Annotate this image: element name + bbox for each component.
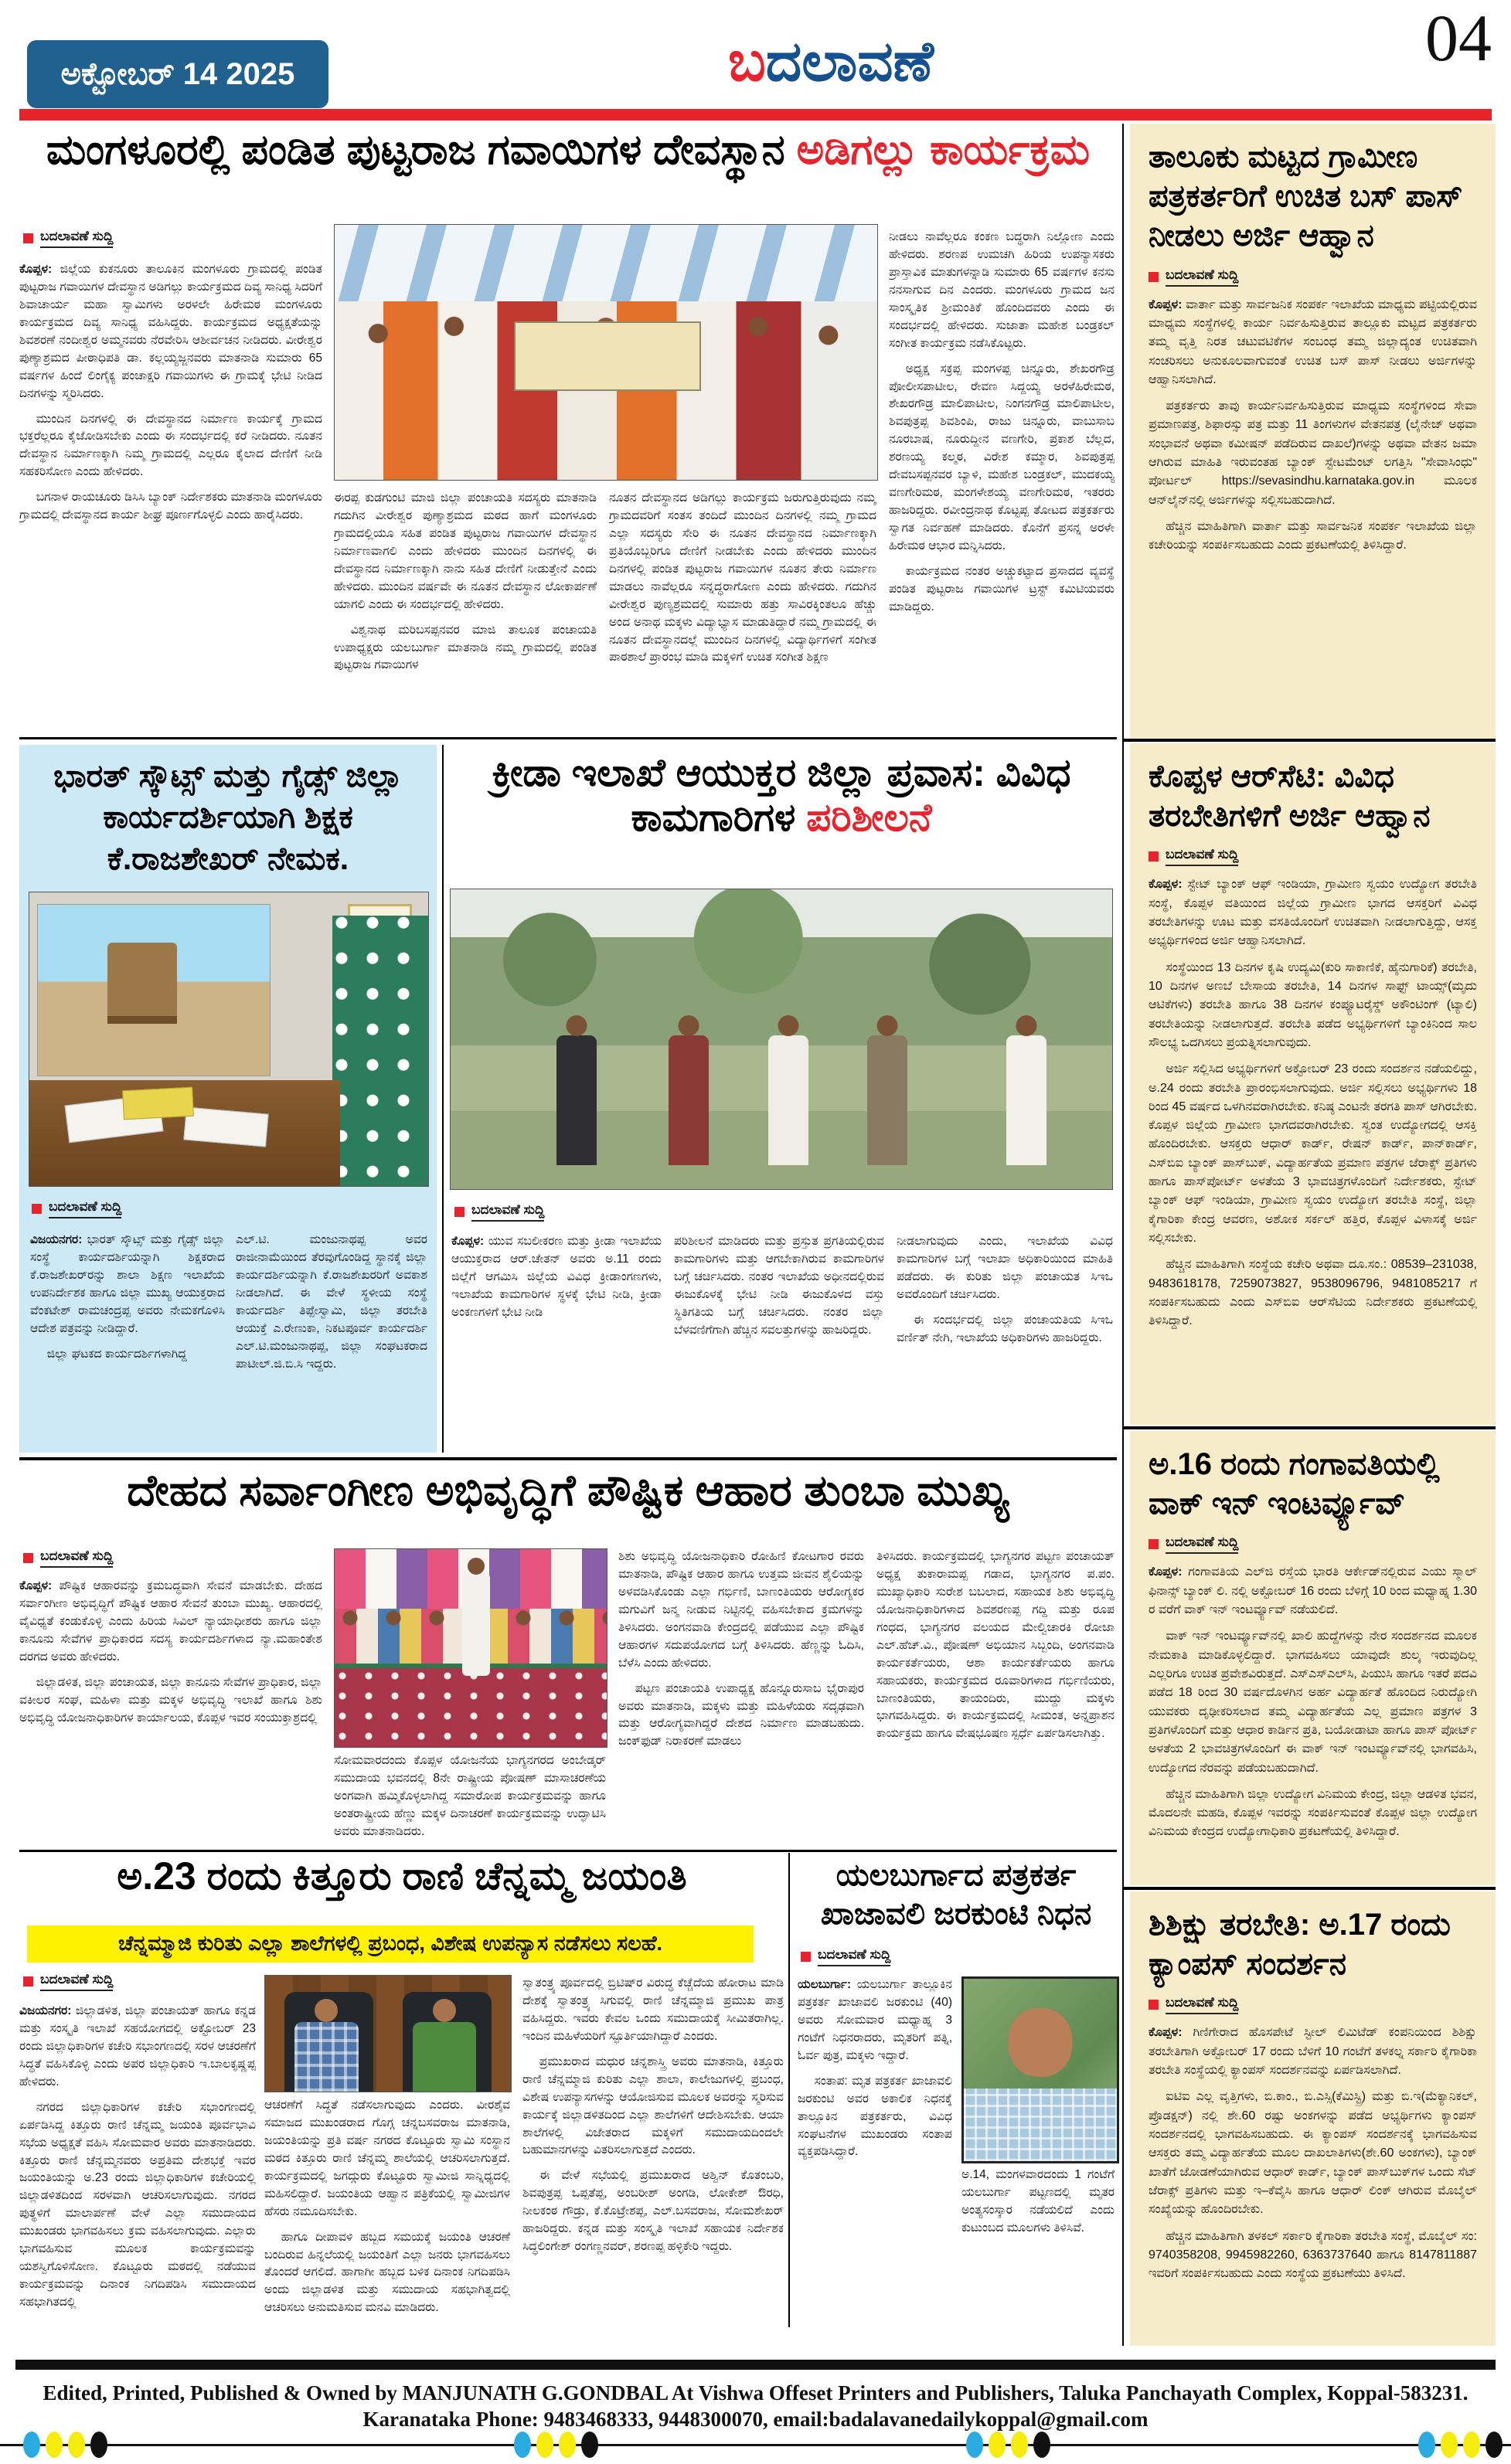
photo-person [1006, 1035, 1046, 1165]
photo-person [768, 1035, 808, 1165]
masthead-rest: ದಲಾವಣೆ [765, 31, 934, 93]
photo-banner-board [514, 321, 702, 391]
header-red-bar [19, 109, 1492, 121]
registration-dot-black [1033, 2432, 1050, 2458]
photo-papers [184, 1106, 269, 1147]
headline-buspass: ತಾಲೂಕು ಮಟ್ಟದ ಗ್ರಾಮೀಣ ಪತ್ರಕರ್ತರಿಗೆ ಉಚಿತ ಬಸ್ ಪಾಸ್ ನೀಡಲು ಅರ್ಜಿ ಆಹ್ವಾನ [1149, 140, 1463, 253]
headline-temple-black: ಮಂಗಳೂರಲ್ಲಿ ಪಂಡಿತ ಪುಟ್ಟರಾಜ ಗವಾಯಿಗಳ ದೇವಸ್ಥಾನ [46, 128, 797, 173]
kittur-subhead-text: ಚೆನ್ನಮ್ಮಾಜಿ ಕುರಿತು ಎಲ್ಲಾ ಶಾಲೆಗಳಲ್ಲಿ ಪ್ರಬಂಧ, ವಿಶೇಷ ಉಪನ್ಯಾಸ ನಡೆಸಲು ಸಲಹೆ. [117, 1932, 663, 1955]
nutrition-col-3: ಶಿಶು ಅಭಿವೃದ್ಧಿ ಯೋಜನಾಧಿಕಾರಿ ರೋಹಿಣಿ ಕೋಟಗಾರ ರವರು ಮಾತನಾಡಿ, ಪೌಷ್ಟಿಕ ಆಹಾರ ಹಾಗೂ ಉತ್ತಮ ಜೀವನ ಶೈಲಿಯನ್ನು ಅಳವಡಿಸಿಕೊಂಡು ಎಲ್ಲಾ ಗರ್ಭಿಣಿ, ಬಾಣಂತಿಯರು ಆರೋಗ್ಯಕರ ಮಗುವಿಗೆ ಜನ್ಮ ನೀಡುವ ನಿಟ್ಟಿನಲ್ಲಿ ವಹಿಸಬೇಕಾದ ಕ್ರಮಗಳನ್ನು ತಿಳಿಸಿದರು. ಅಂಗನವಾಡಿ ಕೇಂದ್ರದಲ್ಲಿ ಪಡೆಯುವ ಎಲ್ಲಾ ಪೌಷ್ಟಿಕ ಆಹಾರಗಳ ಸದುಪಯೋಗದ ಬಗ್ಗೆ ತಿಳಿಸಿದರು. ಹೆಣ್ಣನ್ನು ಓದಿಸಿ, ಬೆಳೆಸಿ ಎಂದು ಹೇಳಿದರು. ಪಟ್ಟಣ ಪಂಚಾಯತಿ ಉಪಾಧ್ಯಕ್ಷ ಹೊನ್ನೂರುಸಾಬ ಭೈರಾಪುರ ಅವರು ಮಾತನಾಡಿ, ಮಕ್ಕಳು ಮತ್ತು ಮಹಿಳೆಯರು ಸದೃಢವಾಗಿ ಮತ್ತು ಆರೋಗ್ಯವಾಗಿದ್ದರೆ ದೇಶದ ನಿರ್ಮಾಣ ಮಾಡಬಹುದು. ಜಂಕ್‌ಫುಡ್ ನಿರಾಕರಣೆ ಮಾಡಲು [618, 1550, 864, 1749]
byline-label: ಬದಲಾವಣೆ ಸುದ್ದಿ [40, 229, 113, 248]
registration-dot-yellow [68, 2432, 85, 2458]
registration-dot-yellow [1441, 2432, 1458, 2458]
panel-buspass [1130, 124, 1496, 739]
photo-sports-site-inspection [450, 889, 1113, 1190]
registration-dot-cyan [514, 2432, 531, 2458]
photo-decorated-table [335, 1664, 607, 1747]
photo-official-blue-shirt [294, 2022, 359, 2092]
byline-red-square-icon [23, 233, 33, 243]
headline-rseti: ಕೊಪ್ಪಳ ಆರ್‌ಸೆಟಿ: ವಿವಿಧ ತರಬೇತಿಗಳಿಗೆ ಅರ್ಜಿ ಆಹ್ವಾನ [1149, 760, 1431, 834]
section-divider [19, 1457, 1117, 1460]
photo-hampi-poster [37, 904, 270, 1076]
byline-label: ಬದಲಾವಣೆ ಸುದ್ದಿ [1166, 267, 1238, 287]
byline-red-square-icon [1149, 2000, 1159, 2010]
byline [1149, 267, 1477, 287]
byline-red-square-icon [23, 1976, 33, 1986]
right-column-divider [1122, 739, 1496, 742]
headline-scouts-text: ಭಾರತ್ ಸ್ಕೌಟ್ಸ್ ಮತ್ತು ಗೈಡ್ಸ್ ಜಿಲ್ಲಾ ಕಾರ್ಯದರ್ಶಿಯಾಗಿ ಶಿಕ್ಷಕ ಕೆ.ರಾಜಶೇಖರ್ ನೇಮಕ. [53, 758, 403, 876]
byline [1149, 847, 1477, 866]
byline [801, 1947, 890, 1966]
obituary-col-1: ಯಲಬುರ್ಗಾ: ಯಲಬುರ್ಗಾ ತಾಲ್ಲೂಕಿನ ಪತ್ರಕರ್ತ ಖಾಜಾವಲಿ ಜರಕುಂಟಿ (40) ಅವರು ಸೋಮವಾರ ಮಧ್ಯಾಹ್ನ 3 ಗಂಟೆಗೆ ನಿಧನರಾದರು, ಮೃತರಿಗೆ ಪತ್ನಿ, ಓರ್ವ ಪುತ್ರ, ಮಕ್ಕಳು ಇದ್ದಾರೆ. ಸಂತಾಪ: ಮೃತ ಪತ್ರಕರ್ತ ಖಾಜಾವಲಿ ಜರಕುಂಟಿ ಅವರ ಅಕಾಲಿಕ ನಿಧನಕ್ಕೆ ತಾಲ್ಲೂಕಿನ ಪತ್ರಕರ್ತರು, ವಿವಿಧ ಸಂಘಟನೆಗಳ ಮುಖಂಡರು ಸಂತಾಪ ವ್ಯಕ್ತಪಡಿಸಿದ್ದಾರೆ. [798, 1978, 952, 2159]
photo-official-head [433, 1999, 456, 2022]
panel-walkin [1130, 1431, 1496, 1885]
buspass-body: ಕೊಪ್ಪಳ: ವಾರ್ತಾ ಮತ್ತು ಸಾರ್ವಜನಿಕ ಸಂಪರ್ಕ ಇಲಾಖೆಯ ಮಾಧ್ಯಮ ಪಟ್ಟಿಯಲ್ಲಿರುವ ಮಾಧ್ಯಮ ಸಂಸ್ಥೆಗಳಲ್ಲಿ ಕಾರ್ಯ ನಿರ್ವಹಿಸುತ್ತಿರುವ ತಾಲ್ಲೂಕು ಮಟ್ಟದ ಪತ್ರಕರ್ತರು ತಮ್ಮ ವೃತ್ತಿ ನಿರತ ಚಟುವಟಿಕೆಗಳ ಸಂಬಂಧ ತಮ್ಮ ಜಿಲ್ಲಾದ್ಯಂತ ಉಚಿತವಾಗಿ ಸಂಚರಿಸಲು ಅನುಕೂಲವಾಗುವಂತೆ ಉಚಿತ ಬಸ್ ಪಾಸ್ ನೀಡಲು ಅರ್ಜಿಗಳನ್ನು ಆಹ್ವಾನಿಸಲಾಗಿದೆ. ಪತ್ರಕರ್ತರು ತಾವು ಕಾರ್ಯನಿರ್ವಹಿಸುತ್ತಿರುವ ಮಾಧ್ಯಮ ಸಂಸ್ಥೆಗಳಿಂದ ಸೇವಾ ಪ್ರಮಾಣಪತ್ರ, ಶಿಫಾರಸ್ಸು ಪತ್ರ ಮತ್ತು 11 ತಿಂಗಳುಗಳ ವೇತನಪತ್ರ (ಲೈನೇಜ್ ಅಥವಾ ಸಂಭಾವನೆ ಅಥವಾ ಕಮೀಷನ್ ಪಡೆದಿರುವ ದಾಖಲೆ)ಗಳನ್ನು ಅಥವಾ ವೇತನ ಜಮಾ ಆಗಿರುವ ಮಾಹಿತಿ ಇರುವಂತಹ ಬ್ಯಾಂಕ್ ಸ್ಟೇಟಮೆಂಟ್ ಲಗತ್ತಿಸಿ "ಸೇವಾಸಿಂಧು" ಪೋರ್ಟಲ್ https://sevasindhu.karnataka.gov.in ಮೂಲಕ ಆನ್‌ಲೈನ್‌ನಲ್ಲಿ ಅರ್ಜಿಗಳನ್ನು ಸಲ್ಲಿಸಬಹುದಾಗಿದೆ. ಹೆಚ್ಚಿನ ಮಾಹಿತಿಗಾಗಿ ವಾರ್ತಾ ಮತ್ತು ಸಾರ್ವಜನಿಕ ಸಂಪರ್ಕ ಇಲಾಖೆಯ ಜಿಲ್ಲಾ ಕಚೇರಿಯನ್ನು ಸಂಪರ್ಕಿಸಬಹುದು ಎಂದು ಪ್ರಕಟಣೆಯಲ್ಲಿ ತಿಳಿಸಿದ್ದಾರೆ. [1149, 297, 1477, 552]
date-badge [27, 40, 328, 108]
photo-person [867, 1035, 907, 1165]
photo-nutrition-event-stage [334, 1548, 607, 1748]
footer-line2-text: Karanataka Phone: 9483468333, 9448300070, email:badalavanedailykoppal@gmail.com [362, 2408, 1149, 2431]
photo-journalist-portrait [961, 1976, 1119, 2163]
headline-temple [19, 128, 1117, 223]
scouts-panel [19, 745, 437, 1453]
photo-official-green-shirt [413, 2022, 477, 2092]
color-registration-marks [514, 2432, 598, 2458]
nutrition-col-1: ಕೊಪ್ಪಳ: ಪೌಷ್ಟಿಕ ಆಹಾರವನ್ನು ಕ್ರಮಬದ್ಧವಾಗಿ ಸೇವನೆ ಮಾಡಬೇಕು. ದೇಹದ ಸರ್ವಾಂಗೀಣ ಅಭಿವೃದ್ಧಿಗೆ ಪೌಷ್ಟಿಕ ಆಹಾರ ಸೇವನೆ ತುಂಬಾ ಮುಖ್ಯ. ಆಹಾರದಲ್ಲಿ ವೈವಿಧ್ಯತೆ ಕಂಡುಕೊಳ್ಳಿ ಎಂದು ಹಿರಿಯ ಸಿವಿಲ್ ನ್ಯಾಯಾಧೀಶರು ಹಾಗೂ ಜಿಲ್ಲಾ ಕಾನೂನು ಸೇವೆಗಳ ಪ್ರಾಧಿಕಾರದ ಸದಸ್ಯ ಕಾರ್ಯದರ್ಶಿಗಳಾದ ನ್ಯಾ.ಮಹಾಂತೇಶ ದರಗದ ಅವರು ಹೇಳಿದರು. ಜಿಲ್ಲಾಡಳಿತ, ಜಿಲ್ಲಾ ಪಂಚಾಯತ, ಜಿಲ್ಲಾ ಕಾನೂನು ಸೇವೆಗಳ ಪ್ರಾಧಿಕಾರ, ಜಿಲ್ಲಾ ವಕೀಲರ ಸಂಘ, ಮಹಿಳಾ ಮತ್ತು ಮಕ್ಕಳ ಅಭಿವೃದ್ಧಿ ಇಲಾಖೆ ಹಾಗೂ ಶಿಶು ಅಭಿವೃದ್ಧಿ ಯೋಜನಾಧಿಕಾರಿಗಳ ಕಾರ್ಯಾಲಯ, ಕೊಪ್ಪಳ ಇವರ ಸಂಯುಕ್ತಾಶ್ರದಲ್ಲಿ [19, 1579, 322, 1725]
nutrition-col-2: ಸೋಮವಾರದಂದು ಕೊಪ್ಪಳ ಯೋಜನೆಯ ಭಾಗ್ಯನಗರದ ಅಂಬೇಡ್ಕರ್ ಸಮುದಾಯ ಭವನದಲ್ಲಿ 8ನೇ ರಾಷ್ಟ್ರೀಯ ಪೋಷಣ್ ಮಾಸಾಚರಣೆಯ ಅಂಗವಾಗಿ ಹಮ್ಮಿಕೊಳ್ಳಲಾಗಿದ್ದ ಸಮಾರೋಪ ಕಾರ್ಯಕ್ರಮವನ್ನು ಹಾಗೂ ಅಂತರಾಷ್ಟ್ರೀಯ ಹೆಣ್ಣು ಮಕ್ಕಳ ದಿನಾಚರಣೆ ಕಾರ್ಯಕ್ರಮವನ್ನು ಉದ್ಘಾಟಿಸಿ ಅವರು ಮಾತನಾಡಿದರು. [334, 1754, 606, 1838]
masthead-first-letter: ಬ [728, 31, 766, 93]
footer-line1-text: Edited, Printed, Published & Owned by MANJUNATH G.GONDBAL At Vishwa Offeset Printers and Publishers, Taluka Panchayath Complex, Koppal-583231. [43, 2381, 1468, 2405]
headline-sports-black: ಕ್ರೀಡಾ ಇಲಾಖೆ ಆಯುಕ್ತರ ಜಿಲ್ಲಾ ಪ್ರವಾಸ: ವಿವಿಧ ಕಾಮಗಾರಿಗಳ [492, 751, 1071, 839]
byline-label: ಬದಲಾವಣೆ ಸುದ್ದಿ [49, 1199, 121, 1218]
headline-nutrition-text: ದೇಹದ ಸರ್ವಾಂಗೀಣ ಅಭಿವೃದ್ಧಿಗೆ ಪೌಷ್ಟಿಕ ಆಹಾರ ತುಂಬಾ ಮುಖ್ಯ [127, 1468, 1009, 1514]
byline [1149, 1995, 1477, 2014]
date-text: ಅಕ್ಟೋಬರ್ 14 2025 [60, 56, 295, 91]
byline-label: ಬದಲಾವಣೆ ಸುದ್ದಿ [40, 1972, 113, 1991]
registration-dot-black [581, 2432, 598, 2458]
headline-nutrition [19, 1468, 1117, 1541]
footer-imprint-line-1 [0, 2381, 1511, 2405]
temple-col-mid-2: ನೂತನ ದೇವಸ್ಥಾನದ ಅಡಿಗಲ್ಲು ಕಾರ್ಯಕ್ರಮ ಜರುಗುತ್ತಿರುವುದು ನಮ್ಮ ಗ್ರಾಮದವರಿಗೆ ಸಂತಸ ತಂದಿದೆ ಮುಂದಿನ ದಿನಗಳಲ್ಲಿ ನಮ್ಮ ಗ್ರಾಮದ ಎಲ್ಲಾ ಸದಸ್ಯರು ಸೇರಿ ಈ ನೂತನ ದೇವಸ್ಥಾನದ ನಿರ್ಮಾಣಕ್ಕಾಗಿ ಪ್ರತಿಯೊಬ್ಬರಿಗೂ ದೇಣಿಗೆ ನೀಡಬೇಕು ಎಂದು ಹೇಳಿದರು ಮುಂದಿನ ದಿನಗಳಲ್ಲಿ ಪಂಡಿತ ಪುಟ್ಟರಾಜ ಗವಾಯಿಗಳ ನೂತನ ತೇರು ನಿರ್ಮಾಣ ಮಾಡಲು ನಾವೆಲ್ಲರೂ ಸನ್ನದ್ಧರಾಗೋಣ ಎಂದು ಹೇಳಿದರು. ಗದುಗಿನ ವೀರೇಶ್ವರ ಪುಣ್ಯಶ್ರಮದಲ್ಲಿ ಸುಮಾರು ಹತ್ತು ಸಾವಿರಕ್ಕಿಂತಲೂ ಹೆಚ್ಚು ಅಂದ ಅನಾಥ ಮಕ್ಕಳು ವಿದ್ಯಾಭ್ಯಾಸ ಮಾಡುತಿದ್ದಾರೆ ನಮ್ಮ ಗ್ರಾಮದಲ್ಲಿ ಈ ನೂತನ ದೇವಸ್ಥಾನದಲ್ಲೆ ಮುಂದಿನ ದಿನಗಳಲ್ಲಿ ವಿದ್ಯಾರ್ಥಿಗಳಿಗೆ ಸಂಗೀತ ಪಾಠಶಾಲೆ ಪ್ರಾರಂಭ ಮಾಡಿ ಮಕ್ಕಳಿಗೆ ಉಚಿತ ಸಂಗೀತ ಶಿಕ್ಷಣ [609, 491, 876, 664]
campus-body: ಕೊಪ್ಪಳ: ಗಿಣಿಗೇರಾದ ಹೊಸಪೇಟೆ ಸ್ಟೀಲ್ ಲಿಮಿಟೆಡ್ ಕಂಪನಿಯಿಂದ ಶಿಶಿಕ್ಷು ತರಬೇತಿಗಾಗಿ ಅಕ್ಟೋಬರ್ 17 ರಂದು ಬೆಳಿಗೆ 10 ಗಂಟೆಗೆ ತಳಕಲ್ನ ಸರ್ಕಾರಿ ಕೈಗಾರಿಕಾ ತರಬೇತಿ ಸಂಸ್ಥೆಯಲ್ಲಿ ಕ್ಯಾಂಪಸ್ ಸಂದರ್ಶನವನ್ನು ಏರ್ಪಡಿಸಲಾಗಿದೆ. ಐಟಿಐ ಎಲ್ಲ ವೃತ್ತಿಗಳು, ಬಿ.ಕಾಂ., ಬಿ.ಎಸ್ಸಿ(ಕೆಮಿಸ್ಟ್ರಿ) ಮತ್ತು ಬಿ.ಇ(ಮೆಕ್ಯಾನಿಕಲ್, ಪ್ರೊಡಕ್ಷನ್) ನಲ್ಲಿ ಶೇ.60 ರಷ್ಟು ಅಂಕಗಳನ್ನು ಪಡೆದ ಅಭ್ಯರ್ಥಿಗಳು ಕ್ಯಾಂಪಸ್ ಸಂದರ್ಶನದಲ್ಲಿ ಭಾಗವಹಿಸಬಹುದು. ಈ ಕ್ಯಾಂಪಸ್ ಸಂದರ್ಶನಕ್ಕೆ ಭಾಗವಹಿಸುವ ಆಸಕ್ತರು ತಮ್ಮ ವಿದ್ಯಾರ್ಹತೆಯ ಮೂಲ ದಾಖಲಾತಿಗಳು(ಶೇ.60 ಅಂಕಗಳು), ಬ್ಯಾಂಕ್ ಖಾತೆಗೆ ಜೋಡಣೆಯಾಗಿರುವ ಆಧಾರ್ ಕಾರ್ಡ್, ಬ್ಯಾಂಕ್ ಪಾಸ್‌ಬುಕ್‌ಗಳ ಒಂದು ಸೆಟ್ ಜೆರಾಕ್ಸ್ ಪ್ರತಿಗಳು ಮತ್ತು ಇ–ಕೆವೈಸಿ ಹಾಗೂ ಆಧಾರ್ ಲಿಂಕ್ ಆಗಿರುವ ಮೊಬೈಲ್ ಸಂಖ್ಯೆಯನ್ನು ಹೊಂದಿರಬೇಕು. ಹೆಚ್ಚಿನ ಮಾಹಿತಿಗಾಗಿ ತಳಕಲ್ ಸರ್ಕಾರಿ ಕೈಗಾರಿಕಾ ತರಬೇತಿ ಸಂಸ್ಥೆ, ಮೊಬೈಲ್ ಸಂ: 9740358208, 9945982260, 6363737640 ಹಾಗೂ 8147811887 ಇವರಿಗೆ ಸಂಪರ್ಕಿಸಬಹುದು ಎಂದು ಸಂಸ್ಥೆಯ ಪ್ರಕಟಣೆಯು ತಿಳಿಸಿದೆ. [1149, 2026, 1477, 2281]
byline-label: ಬದಲಾವಣೆ ಸುದ್ದಿ [471, 1202, 544, 1222]
registration-dot-black [1485, 2432, 1502, 2458]
photo-preparatory-meeting-officials [264, 1975, 512, 2092]
section-divider [19, 737, 1117, 739]
registration-dot-yellow [46, 2432, 63, 2458]
headline-kittur-text: ಅ.23 ರಂದು ಕಿತ್ತೂರು ರಾಣಿ ಚೆನ್ನಮ್ಮ ಜಯಂತಿ [117, 1856, 687, 1898]
right-column-divider [1122, 1426, 1496, 1429]
byline-label: ಬದಲಾವಣೆ ಸುದ್ದಿ [1166, 1995, 1238, 2014]
byline-red-square-icon [801, 1952, 811, 1962]
photo-temple-foundation-ceremony [334, 224, 878, 481]
headline-campus: ಶಿಶಿಕ್ಷು ತರಬೇತಿ: ಅ.17 ರಂದು ಕ್ಯಾಂಪಸ್ ಸಂದರ್ಶನ [1149, 1908, 1451, 1982]
registration-dot-yellow [1463, 2432, 1480, 2458]
byline [23, 1548, 113, 1568]
photo-speaker [462, 1573, 490, 1676]
photo-woman-green-saree [332, 916, 428, 1186]
headline-obituary [798, 1856, 1115, 1941]
byline-label: ಬದಲಾವಣೆ ಸುದ್ದಿ [40, 1548, 113, 1568]
sports-col-1: ಕೊಪ್ಪಳ: ಯುವ ಸಬಲೀಕರಣ ಮತ್ತು ಕ್ರೀಡಾ ಇಲಾಖೆಯ ಆಯುಕ್ತರಾದ ಆರ್.ಚೇತನ್ ಅವರು ಅ.11 ರಂದು ಜಿಲ್ಲೆಗೆ ಆಗಮಿಸಿ ಜಿಲ್ಲೆಯ ವಿವಿಧ ಕ್ರೀಡಾಂಗಣಗಳು, ಇಲಾಖೆಯ ಕಾಮಗಾರಿಗಳ ಸ್ಥಳಕ್ಕೆ ಭೇಟಿ ನೀಡಿ, ಕ್ರೀಡಾ ಅಂಕಣಗಳಿಗೆ ಭೇಟಿ ನೀಡಿ [451, 1235, 662, 1319]
photo-person [669, 1035, 709, 1165]
sports-col-2: ಪರಿಶೀಲನೆ ಮಾಡಿದರು ಮತ್ತು ಪ್ರಸ್ತುತ ಪ್ರಗತಿಯಲ್ಲಿರುವ ಕಾಮಗಾರಿಗಳು ಮತ್ತು ಆಗಬೇಕಾಗಿರುವ ಕಾಮಗಾರಿಗಳ ಬಗ್ಗೆ ಚರ್ಚಿಸಿದರು. ನಂತರ ಇಲಾಖೆಯ ಅಧೀನದಲ್ಲಿರುವ ಈಜುಕೊಳಕ್ಕೆ ಭೇಟಿ ನೀಡಿ ಈಜುಕೊಳದ ವಸ್ತು ಸ್ಥಿತಿಗತಿಯ ಬಗ್ಗೆ ಚರ್ಚಿಸಿದರು. ನಂತರ ಜಿಲ್ಲಾ ಬೆಳವಣಿಗೆಗಾಗಿ ಹೆಚ್ಚಿನ ಸವಲತ್ತುಗಳನ್ನು ಹಾಜರಿದ್ದರು. [674, 1235, 884, 1337]
headline-obituary-text: ಯಲಬುರ್ಗಾದ ಪತ್ರಕರ್ತ ಖಾಜಾವಲಿ ಜರಕುಂಟಿ ನಿಧನ [820, 1858, 1092, 1931]
photo-speaker-head [468, 1558, 485, 1575]
photo-stone-chariot [107, 943, 177, 1025]
column-divider [788, 1853, 790, 2327]
headline-scouts [27, 756, 429, 885]
registration-dot-yellow [989, 2432, 1006, 2458]
main-right-divider [1122, 124, 1124, 2346]
byline-red-square-icon [454, 1207, 465, 1217]
temple-col-mid-1: ಈರಪ್ಪ ಕುಡಗುಂಟಿ ಮಾಜಿ ಜಿಲ್ಲಾ ಪಂಚಾಯತಿ ಸದಸ್ಯರು ಮಾತನಾಡಿ ಗದುಗಿನ ವೀರೇಶ್ವರ ಪುಣ್ಯಾಶ್ರಮದ ಮಠದ ಹಾಗೆ ಮಂಗಳೂರು ಗ್ರಾಮದಲ್ಲಿಯೂ ಸಹಿತ ಪಂಡಿತ ಪುಟ್ಟರಾಜ ಗವಾಯಿಗಳ ದೇವಸ್ಥಾನ ನಿರ್ಮಾಣವಾಗಲಿ ಎಂದು ಹೇಳಿದರು ಮುಂದಿನ ದಿನಗಳಲ್ಲಿ ಈ ದೇವಸ್ಥಾನದ ನಿರ್ಮಾಣಕ್ಕಾಗಿ ನಾನು ಸಹಿತ ದೇಣಿಗೆ ನೀಡುತ್ತೇನೆ ಎಂದು ಹೇಳಿದರು. ಮುಂದಿನ ವರ್ಷವೇ ಈ ನೂತನ ದೇವಸ್ಥಾನ ಲೋಕಾರ್ಪಣೆ ಯಾಗಲಿ ಎಂದು ಈ ಸಂದರ್ಭದಲ್ಲಿ ಹೇಳಿದರು. ವಿಶ್ವನಾಥ ಮರಿಬಸಪ್ಪನವರ ಮಾಜಿ ತಾಲೂಕ ಪಂಚಾಯತಿ ಉಪಾಧ್ಯಕ್ಷರು ಯಲಬುರ್ಗಾ ಮಾತನಾಡಿ ನಮ್ಮ ಗ್ರಾಮದಲ್ಲಿ ಪಂಡಿತ ಪುಟ್ಟರಾಜ ಗವಾಯಿಗಳ [334, 491, 597, 672]
byline-red-square-icon [32, 1204, 42, 1214]
byline-label: ಬದಲಾವಣೆ ಸುದ್ದಿ [1166, 1534, 1238, 1554]
photo-scouts-office [29, 892, 429, 1187]
byline-red-square-icon [1149, 1539, 1159, 1549]
panel-rseti [1130, 743, 1496, 1425]
byline-label: ಬದಲಾವಣೆ ಸುದ್ದಿ [1166, 847, 1238, 866]
sports-col-3: ನೀಡಲಾಗುವುದು ಎಂದು, ಇಲಾಖೆಯ ವಿವಿಧ ಕಾಮಗಾರಿಗಳ ಬಗ್ಗೆ ಇಲಾಖಾ ಅಧಿಕಾರಿಯಿಂದ ಮಾಹಿತಿ ಪಡೆದರು. ಈ ಕುರಿತು ಜಿಲ್ಲಾ ಪಂಚಾಯತ ಸಿಇಒ ಅವರೊಂದಿಗೆ ಚರ್ಚಿಸಿದರು. ಈ ಸಂದರ್ಭದಲ್ಲಿ ಜಿಲ್ಲಾ ಪಂಚಾಯತಿಯ ಸಿಇಒ ವರ್ಣಿತ್ ನೇಗಿ, ಇಲಾಖೆಯ ಅಧಿಕಾರಿಗಳು ಹಾಜರಿದ್ದರು. [897, 1235, 1113, 1344]
footer-black-bar [15, 2360, 1496, 2370]
headline-walkin: ಅ.16 ರಂದು ಗಂಗಾವತಿಯಲ್ಲಿ ವಾಕ್ ಇನ್ ಇಂಟರ್ವ್ಯೂವ್ [1149, 1447, 1440, 1521]
registration-line [0, 2444, 1511, 2446]
photo-portrait-head [1008, 2008, 1072, 2078]
headline-sports [450, 751, 1113, 884]
scouts-col-1: ವಿಜಯನಗರ: ಭಾರತ್ ಸ್ಕೌಟ್ಸ್ ಮತ್ತು ಗೈಡ್ಸ್ ಜಿಲ್ಲಾ ಸಂಸ್ಥೆ ಕಾರ್ಯದರ್ಶಿಯನ್ನಾಗಿ ಶಿಕ್ಷಕರಾದ ಕೆ.ರಾಜಶೇಖರ್‌ರನ್ನು ಶಾಲಾ ಶಿಕ್ಷಣ ಇಲಾಖೆಯ ಉಪನಿರ್ದೇಶಕ ಹಾಗೂ ಜಿಲ್ಲಾ ಮುಖ್ಯ ಆಯುಕ್ತರಾದ ವೆಂಕಟೇಶ್ ರಾಮಚಂದ್ರಪ್ಪ ಅವರು ನೇಮಕಗೊಳಿಸಿ ಆದೇಶ ಪತ್ರವನ್ನು ನೀಡಿದ್ದಾರೆ. ಜಿಲ್ಲಾ ಘಟಕದ ಕಾರ್ಯದರ್ಶಿಗಳಾಗಿದ್ದ [30, 1233, 225, 1361]
registration-dot-cyan [23, 2432, 40, 2458]
byline [23, 229, 113, 248]
photo-checked-shirt [964, 2088, 1117, 2161]
scouts-col-2: ಎಲ್.ಟಿ. ಮಂಜುನಾಥಪ್ಪ ಅವರ ರಾಜೀನಾಮೆಯಿಂದ ತೆರವುಗೊಂಡಿದ್ದ ಸ್ಥಾನಕ್ಕೆ ಜಿಲ್ಲಾ ಕಾರ್ಯದರ್ಶಿಯನ್ನಾಗಿ ಕೆ.ರಾಜಶೇಖರರಿಗೆ ಅವಕಾಶ ನೀಡಲಾಗಿದೆ. ಈ ವೇಳೆ ಸ್ಥಳೀಯ ಸಂಸ್ಥೆ ಕಾರ್ಯದರ್ಶಿ ತಿಪ್ಪೇಸ್ವಾಮಿ, ಜಿಲ್ಲಾ ತರಬೇತಿ ಆಯುಕ್ತೆ ಎ.ರೇಣುಕಾ, ನಿಕಟಪೂರ್ವ ಕಾರ್ಯದರ್ಶಿ ಎಲ್.ಟಿ.ಮಂಜುನಾಥಪ್ಪ, ಜಿಲ್ಲಾ ಸಂಘಟಕರಾದ ಪಾಟೀಲ್.ಜಿ.ಬಿ.ಸಿ ಇದ್ದರು. [236, 1233, 427, 1371]
color-registration-marks [23, 2432, 107, 2458]
byline [32, 1199, 121, 1218]
nutrition-col-4: ತಿಳಿಸಿದರು. ಕಾರ್ಯಕ್ರಮದಲ್ಲಿ ಭಾಗ್ಯನಗರ ಪಟ್ಟಣ ಪಂಚಾಯತ್ ಅಧ್ಯಕ್ಷ ತುಕಾರಾಮಪ್ಪ ಗಡಾದ, ಭಾಗ್ಯನಗರ ಪ.ಪಂ. ಮುಖ್ಯಾಧಿಕಾರಿ ಸುರೇಶ ಬಬಲಾದ, ಸಹಾಯಕ ಶಿಶು ಅಭಿವೃದ್ಧಿ ಯೋಜನಾಧಿಕಾರಿಗಳಾದ ಶಿವಶರಣಪ್ಪ ಗದ್ದಿ ಮತ್ತು ರೂಪ ಗಂಧದ, ಭಾಗ್ಯನಗರ ವಲಯದ ಮೇಲ್ವಿಚಾರಕಿ ರೋಜಾ ಎಲ್.ಹೆಚ್.ವಿ., ಪೋಷಣ್ ಅಭಿಯಾನ ಸಿಬ್ಬಂದಿ, ಅಂಗನವಾಡಿ ಕಾರ್ಯಕರ್ತೆಯರು, ಆಶಾ ಕಾರ್ಯಕರ್ತೆಯರು ಹಾಗೂ ಸಹಾಯಕರು, ಕಾರ್ಯಕ್ರಮದ ರೂವಾರಿಗಳಾದ ಗರ್ಭಿಣಿಯರು, ಬಾಣಂತಿಯರು, ತಾಯಂದಿರು, ಮುದ್ದು ಮಕ್ಕಳು ಭಾಗವಹಿಸಿದ್ದರು. ಈ ಕಾರ್ಯಕ್ರಮದಲ್ಲಿ ಸೀಮಂತ, ಅನ್ನಪ್ರಾಶನ ಕಾರ್ಯಕ್ರಮ ಹಾಗೂ ವೇಷಭೂಷಣ ಸ್ಪರ್ಧೆ ಏರ್ಪಡಿಸಲಾಗಿತ್ತು. [876, 1550, 1115, 1741]
registration-dot-yellow [536, 2432, 553, 2458]
masthead [464, 31, 1198, 93]
color-registration-marks [966, 2432, 1050, 2458]
photo-official-head [315, 1999, 338, 2022]
headline-temple-red: ಅಡಿಗಲ್ಲು ಕಾರ್ಯಕ್ರಮ [796, 128, 1091, 173]
registration-dot-yellow [1011, 2432, 1028, 2458]
page-number-text: 04 [1425, 1, 1492, 75]
registration-dot-yellow [559, 2432, 576, 2458]
right-column-divider [1122, 1887, 1496, 1890]
section-divider [19, 1850, 1117, 1852]
temple-col-right: ನೀಡಲು ನಾವೆಲ್ಲರೂ ಕಂಕಣ ಬದ್ಧರಾಗಿ ನಿಲ್ಲೋಣ ಎಂದು ಹೇಳಿದರು. ಶರಣಪ ಉಮಚಗಿ ಹಿರಿಯ ಉಪನ್ಯಾಸಕರು ಪ್ರಾಸ್ತಾವಿಕ ಮಾತುಗಳನ್ನಾಡಿ ಸುಮಾರು 65 ವರ್ಷಗಳ ಕನಸು ನನಸಾಗುವ ದಿನ ಎಂದರು. ಮಂಗಳೂರು ಗ್ರಾಮದ ಜನ ಸಾಂಸ್ಕೃತಿಕ ಶ್ರೀಮಂತಿಕೆ ಹೊಂದಿದವರು ಎಂದು ಈ ಸಂದರ್ಭದಲ್ಲಿ ಹೇಳಿದರು. ಸುಜಾತಾ ಮಹೇಶ ಬಂಡ್ರಕಲ್ ಸಂಗೀತ ಕಾರ್ಯಕ್ರಮ ನಡೆಸಿಕೊಟ್ಟರು. ಅಧ್ಯಕ್ಷ ಸಕ್ರಪ್ಪ ಮಂಗಳಪ್ಪ ಚಿನ್ನೂರು, ಶೇಖರಗೌಡ್ರ ಪೋಲೀಸಪಾಟೀಲ, ರೇವಣ ಸಿದ್ದಯ್ಯ ಅರಳೆಹಿರೇಮಠ, ಶೇಖರಗೌಡ್ರ ಮಾಲಿಪಾಟೀಲ, ನಿಂಗನಗೌಡ್ರ ಮಾಲಿಪಾಟೀಲ, ಶಿವಪುತ್ರಪ್ಪ ಶಿವಶಿಂಪಿ, ರಾಜು ಚಿನ್ನೂರು, ವಾಬುಸಾಬ ನೂರಬಾಷ, ನೂರುದ್ದೀನ ವಣಗೇರಿ, ಪ್ರಕಾಶ ಬೆಲ್ಲದ, ಶರಣಯ್ಯ ಕಲ್ಮಠ, ವಿರೇಶ ಕಮ್ಮಾರ, ಶಿವಪುತ್ರಪ್ಪ ದೇವಬಸಪ್ಪನವರ ಬ್ಯಾಳಿ, ಮಹೇಶ ಬಂಡ್ರಕಲ್, ಮುದಕಯ್ಯ ವಣಗೇರಿಮಠ, ಮಂಗಳೇಶಯ್ಯ ವಣಗೇರಿಮಠ, ಇತರರು ಹಾಜರಿದ್ದರು. ರವೀಂದ್ರನಾಥ ಕೊಟ್ಟಪ್ಪ ತೋಟದ ಪತ್ರಕರ್ತರು ಸ್ವಾಗತ ನಿರ್ವಹಣೆ ಮಾಡಿದರು. ಕೊನೆಗೆ ಪ್ರಸನ್ನ ಅರಳೇ ಹಿರೇಮಠ ಆಭಾರ ಮನ್ನಿಸಿದರು. ಕಾರ್ಯಕ್ರಮದ ನಂತರ ಅಚ್ಚುಕಟ್ಟಾದ ಪ್ರಸಾದದ ವ್ಯವಸ್ಥೆ ಪಂಡಿತ ಪುಟ್ಟರಾಜ ಗವಾಯಿಗಳ ಟ್ರಸ್ಟ್ ಕಮಿಟಿಯವರು ಮಾಡಿದ್ದರು. [889, 230, 1115, 613]
byline [454, 1202, 544, 1222]
headline-kittur [19, 1856, 784, 1921]
photo-office-desk [29, 1080, 340, 1186]
byline-label: ಬದಲಾವಣೆ ಸುದ್ದಿ [818, 1947, 890, 1966]
panel-campus [1130, 1891, 1496, 2346]
footer-imprint-line-2 [0, 2408, 1511, 2432]
kittur-subhead-highlight [27, 1925, 754, 1963]
rseti-body: ಕೊಪ್ಪಳ: ಸ್ಟೇಟ್ ಬ್ಯಾಂಕ್ ಆಫ್ ಇಂಡಿಯಾ, ಗ್ರಾಮೀಣ ಸ್ವಯಂ ಉದ್ಯೋಗ ತರಬೇತಿ ಸಂಸ್ಥೆ, ಕೊಪ್ಪಳ ವತಿಯಿಂದ ಜಿಲ್ಲೆಯ ಗ್ರಾಮೀಣ ಭಾಗದ ಆಸಕ್ತರಿಗೆ ವಿವಿಧ ತರಬೇತಿಗಳನ್ನು ಊಟ ಮತ್ತು ವಸತಿಯೊಂದಿಗೆ ಉಚಿತವಾಗಿ ನೀಡಲಾಗುತ್ತಿದ್ದು, ಆಸಕ್ತ ಅಭ್ಯರ್ಥಿಗಳಿಂದ ಅರ್ಜಿ ಆಹ್ವಾನಿಸಲಾಗಿದೆ. ಸಂಸ್ಥೆಯಿಂದ 13 ದಿನಗಳ ಕೃಷಿ ಉದ್ಯಮಿ(ಕುರಿ ಸಾಕಾಣಿಕೆ, ಹೈನುಗಾರಿಕೆ) ತರಬೇತಿ, 10 ದಿನಗಳ ಅಣಬೆ ಬೇಸಾಯ ತರಬೇತಿ, 14 ದಿನಗಳ ಸಾಫ್ಟ್ ಟಾಯ್ಸ್(ಮೃದು ಆಟಿಕೆಗಳು) ತರಬೇತಿ ಹಾಗೂ 38 ದಿನಗಳ ಕಂಪ್ಯೂಟರೈಸ್ಡ್ ಅಕೌಂಟಿಂಗ್ (ಟ್ಯಾಲಿ) ತರಬೇತಿಯನ್ನು ನೀಡಲಾಗುತ್ತದೆ. ತರಬೇತಿ ಪಡೆದ ಅಭ್ಯರ್ಥಿಗಳಿಗೆ ಬ್ಯಾಂಕಿನಿಂದ ಸಾಲ ಸೌಲಭ್ಯ ಒದಗಿಸಲು ಪ್ರಯತ್ನಿಸಲಾಗುವುದು. ಅರ್ಜಿ ಸಲ್ಲಿಸಿದ ಅಭ್ಯರ್ಥಿಗಳಿಗೆ ಅಕ್ಟೋಬರ್ 23 ರಂದು ಸಂದರ್ಶನ ನಡೆಯಲಿದ್ದು, ಅ.24 ರಂದು ತರಬೇತಿ ಪ್ರಾರಂಭಿಸಲಾಗುವುದು. ಅರ್ಜಿ ಸಲ್ಲಿಸಲು ಅಭ್ಯರ್ಥಿಗಳು 18 ರಿಂದ 45 ವರ್ಷದ ಒಳಗಿನವರಾಗಿರಬೇಕು. ಕನಿಷ್ಠ ಎಂಟನೇ ತರಗತಿ ಪಾಸ್ ಆಗಿರಬೇಕು. ಕೊಪ್ಪಳ ಜಿಲ್ಲೆಯ ಗ್ರಾಮೀಣ ಭಾಗದವರಾಗಿರಬೇಕು. ಸ್ವಂತ ಉದ್ಯೋಗದಲ್ಲಿ ಆಸಕ್ತಿ ಹೊಂದಿರಬೇಕು. ಆಸಕ್ತರು ಆಧಾರ್ ಕಾರ್ಡ್, ರೇಷನ್ ಕಾರ್ಡ್, ಪಾನ್‌ಕಾರ್ಡ್, ಎಸ್‌ಬಿಐ ಬ್ಯಾಂಕ್ ಪಾಸ್‌ಬುಕ್, ವಿದ್ಯಾರ್ಹತೆಯ ಪ್ರಮಾಣ ಪತ್ರಗಳ ಜೆರಾಕ್ಸ್ ಪ್ರತಿಗಳು ಹಾಗೂ ಪಾಸ್‌ಪೋರ್ಟ್ ಅಳತೆಯ 3 ಭಾವಚಿತ್ರಗಳೊಂದಿಗೆ ನಿರ್ದೇಶಕರು, ಸ್ಟೇಟ್ ಬ್ಯಾಂಕ್ ಆಫ್ ಇಂಡಿಯಾ, ಗ್ರಾಮೀಣ ಸ್ವಯಂ ಉದ್ಯೋಗ ತರಬೇತಿ ಸಂಸ್ಥೆ, ಜಿಲ್ಲಾ ಕೈಗಾರಿಕಾ ಕೇಂದ್ರ ಆವರಣ, ಅಶೋಕ ಸರ್ಕಲ್ ಹತ್ತಿರ, ಕೊಪ್ಪಳ ವಿಳಾಸಕ್ಕೆ ಅರ್ಜಿ ಸಲ್ಲಿಸಬೇಕು. ಹೆಚ್ಚಿನ ಮಾಹಿತಿಗಾಗಿ ಸಂಸ್ಥೆಯ ಕಚೇರಿ ಅಥವಾ ದೂ.ಸಂ.: 08539–231038, 9483618178, 7259073827, 9538096796, 9481085217 ಗೆ ಸಂಪರ್ಕಿಸಬಹುದು ಎಂದು ಎಸ್‌ಬಿಐ ಆರ್‌ಸೆಟಿಯ ನಿರ್ದೇಶಕರು ಪ್ರಕಟಣೆಯಲ್ಲಿ ತಿಳಿಸಿದ್ದಾರೆ. [1149, 878, 1477, 1328]
registration-dot-cyan [1418, 2432, 1435, 2458]
walkin-body: ಕೊಪ್ಪಳ: ಗಂಗಾವತಿಯ ಎಲ್‌ಜಿ ರಸ್ತೆಯ ಭಾರತಿ ಆರ್ಕೇಡ್‌ನಲ್ಲಿರುವ ಎಯು ಸ್ಮಾಲ್ ಫಿನಾನ್ಸ್ ಬ್ಯಾಂಕ್ ಲಿ. ನಲ್ಲಿ ಅಕ್ಟೋಬರ್ 16 ರಂದು ಬೆಳಿಗ್ಗೆ 10 ರಿಂದ ಮಧ್ಯಾಹ್ನ 1.30 ರ ವರೆಗೆ ವಾಕ್ ಇನ್ ಇಂಟರ್ವ್ಯೂವ್ ನಡೆಯಲಿದೆ. ವಾಕ್ ಇನ್ ಇಂಟರ್ವ್ಯೂವ್‌ನಲ್ಲಿ ಖಾಲಿ ಹುದ್ದೆಗಳನ್ನು ನೇರ ಸಂದರ್ಶನದ ಮೂಲಕ ನೇಮಕಾತಿ ಮಾಡಿಕೊಳ್ಳಲಿದ್ದಾರೆ. ಭಾಗವಹಿಸಲು ಯಾವುದೇ ಶುಲ್ಕ ಇರುವುದಿಲ್ಲ ಎಲ್ಲರಿಗೂ ಉಚಿತ ಪ್ರವೇಶವಿರುತ್ತದೆ. ಎಸ್‌ಎಸ್‌ಎಲ್‌ಸಿ, ಪಿಯುಸಿ ಹಾಗೂ ಇತರೆ ಪದವಿ ಪಡೆದ 18 ರಿಂದ 30 ವರ್ಷದೊಳಗಿನ ಅರ್ಹ ವಿದ್ಯಾರ್ಹತೆ ಹೊಂದಿದ ನಿರುದ್ಯೋಗಿ ಯುವಕರು ದೃಢೀಕರಿಸಲಾದ ತಮ್ಮ ವಿದ್ಯಾರ್ಹತೆಯ ಎಲ್ಲ ಪ್ರಮಾಣ ಪತ್ರಗಳ 3 ಪ್ರತಿಗಳೊಂದಿಗೆ ಮತ್ತು ಆಧಾರ ಕಾರ್ಡಿನ ಪ್ರತಿ, ಬಯೋಡಾಟಾ ಹಾಗೂ ಪಾಸ್ ಪೋರ್ಟ್ ಅಳತೆಯ 2 ಭಾವಚಿತ್ರಗಳೊಂದಿಗೆ ಈ ವಾಕ್ ಇನ್ ಇಂಟರ್ವ್ಯೂವ್‌ನಲ್ಲಿ ಭಾಗವಹಿಸಿ, ಉದ್ಯೋಗದ ನೆರವನ್ನು ಪಡೆಯಬಹುದಾಗಿದೆ. ಹೆಚ್ಚಿನ ಮಾಹಿತಿಗಾಗಿ ಜಿಲ್ಲಾ ಉದ್ಯೋಗ ವಿನಿಮಯ ಕೇಂದ್ರ, ಜಿಲ್ಲಾ ಆಡಳಿತ ಭವನ, ಮೊದಲನೇ ಮಹಡಿ, ಕೊಪ್ಪಳ ಇವರನ್ನು ಸಂಪರ್ಕಿಸುವಂತೆ ಕೊಪ್ಪಳ ಜಿಲ್ಲಾ ಉದ್ಯೋಗ ವಿನಿಮಯ ಕೇಂದ್ರದ ಉದ್ಯೋಗಾಧಿಕಾರಿ ಪ್ರಕಟಣೆಯಲ್ಲಿ ತಿಳಿಸಿದ್ದಾರೆ. [1149, 1565, 1477, 1839]
byline-red-square-icon [23, 1553, 33, 1563]
kittur-col-3: ಸ್ವಾತಂತ್ರ್ಯ ಪೂರ್ವದಲ್ಲಿ ಬ್ರಿಟಿಷ್‌ರ ವಿರುದ್ಧ ಕೆಚ್ಚೆದೆಯ ಹೋರಾಟ ಮಾಡಿ ದೇಶಕ್ಕೆ ಸ್ವಾತಂತ್ರ್ಯ ಸಿಗುವಲ್ಲಿ ರಾಣಿ ಚೆನ್ನಮ್ಮಾಜಿ ಪ್ರಮುಖ ಪಾತ್ರ ವಹಿಸಿದ್ದರು. ಇವರು ಕೇವಲ ಒಂದು ಸಮುದಾಯಕ್ಕೆ ಸೀಮಿತರಾಗಿಲ್ಲ. ಇಂದಿನ ಮಹಿಳೆಯರಿಗೆ ಸ್ಫೂರ್ತಿಯಾಗಿದ್ದಾರೆ ಎಂದರು. ಪ್ರಮುಖರಾದ ಮಧುರ ಚನ್ನಶಾಸ್ತ್ರಿ ಅವರು ಮಾತನಾಡಿ, ಕಿತ್ತೂರು ರಾಣಿ ಚೆನ್ನಮ್ಮಾಜಿ ಕುರಿತು ಎಲ್ಲಾ ಶಾಲಾ, ಕಾಲೇಜುಗಳಲ್ಲಿ ಪ್ರಬಂಧ, ವಿಶೇಷ ಉಪನ್ಯಾಸಗಳನ್ನು ಆಯೋಜಿಸುವ ಮೂಲಕ ಅವರನ್ನು ಸ್ಮರಿಸುವ ಕಾರ್ಯಕ್ಕೆ ಜಿಲ್ಲಾಡಳಿತದಿಂದ ಎಲ್ಲಾ ಶಾಲೆಗಳಿಗೆ ಆದೇಶಿಸಬೇಕು. ಆಯಾ ಶಾಲೆಗಳಲ್ಲಿ ವಿಜೇತರಾದ ಮಕ್ಕಳಿಗೆ ಸಮುದಾಯದಿಂದಲೇ ಬಹುಮಾನಗಳನ್ನು ವಿತರಿಸಲಾಗುತ್ತದೆ ಎಂದರು. ಈ ವೇಳೆ ಸಭೆಯಲ್ಲಿ ಪ್ರಮುಖರಾದ ಅಶ್ವಿನ್ ಕೊತಂಬರಿ, ಶಿವಪುತ್ರಪ್ಪ ಒಪ್ಪತೆಪ್ಪ, ಅಂಬರೀಶ್ ಅಂಗಡಿ, ಲೋಕೇಶ್ ಔರಧಿ, ನೀಲಕಂಠ ಗೌಡ್ರು, ಕೆ.ಕೊಟ್ರೇಶಪ್ಪ, ಎಲ್.ಬಸವರಾಜ, ಸೋಮಶೇಖರ್ ಹಾಜರಿದ್ದರು. ಕನ್ನಡ ಮತ್ತು ಸಂಸ್ಕೃತಿ ಇಲಾಖೆ ಸಹಾಯಕ ನಿರ್ದೇಶಕ ಸಿದ್ಧಲಿಂಗೇಶ್ ರಂಗಣ್ಣನವರ್, ಶರಣಪ್ಪ ಹಳ್ಳಿಕೇರಿ ಇದ್ದರು. [522, 1976, 784, 2254]
byline-red-square-icon [1149, 272, 1159, 282]
byline-red-square-icon [1149, 851, 1159, 862]
photo-person [556, 1035, 597, 1165]
color-registration-marks [1418, 2432, 1502, 2458]
headline-sports-red: ಪರಿಶೀಲನೆ [806, 795, 932, 839]
kittur-col-1: ವಿಜಯನಗರ: ಜಿಲ್ಲಾಡಳಿತ, ಜಿಲ್ಲಾ ಪಂಚಾಯತ್ ಹಾಗೂ ಕನ್ನಡ ಮತ್ತು ಸಂಸ್ಕೃತಿ ಇಲಾಖೆ ಸಹಯೋಗದಲ್ಲಿ ಅಕ್ಟೋಬರ್ 23 ರಂದು ಜಿಲ್ಲಾಧಿಕಾರಿಗಳ ಕಚೇರಿ ಸಭಾಂಗಣದಲ್ಲಿ ಸರಳ ಆಚರಣೆಗೆ ಸಿದ್ಧತೆ ವಹಿಸಿಕೊಳ್ಳಿ ಎಂದು ಅಪರ ಜಿಲ್ಲಾಧಿಕಾರಿ ಇ.ಬಾಲಕೃಷ್ಣಪ್ಪ ಹೇಳಿದರು. ನಗರದ ಜಿಲ್ಲಾಧಿಕಾರಿಗಳ ಕಚೇರಿ ಸಭಾಂಗಣದಲ್ಲಿ ಏರ್ಪಡಿಸಿದ್ದ ಕಿತ್ತೂರು ರಾಣಿ ಚೆನ್ನಮ್ಮ ಜಯಂತಿ ಪೂರ್ವಭಾವಿ ಸಭೆಯ ಅಧ್ಯಕ್ಷತೆ ವಹಿಸಿ ಸೋಮವಾರ ಅವರು ಮಾತನಾಡಿದರು. ಕಿತ್ತೂರು ರಾಣಿ ಚೆನ್ನಮ್ಮನವರು ಅಪ್ರತಿಮ ದೇಶಭಕ್ತೆ ಇವರ ಜಯಂತಿಯನ್ನು ಅ.23 ರಂದು ಜಿಲ್ಲಾಧಿಕಾರಿಗಳ ಕಚೇರಿಯಲ್ಲಿ ಜಿಲ್ಲಾಡಳಿತದಿಂದ ಸರಳವಾಗಿ ಆಚರಿಸಲಾಗುವುದು. ನಗರದ ಪುತ್ಥಳಿಗೆ ಮಾಲಾರ್ಪಣೆ ವೇಳೆ ಎಲ್ಲಾ ಸಮುದಾಯದ ಮುಖಂಡರು ಭಾಗವಹಿಸಲು ಕ್ರಮ ವಹಿಸಲಾಗುವುದು. ಎಲ್ಲಾರು ಭಾಗವಹಿಸುವ ಮೂಲಕ ಕಾರ್ಯಕ್ರಮವನ್ನು ಯಶಸ್ವಿಗೊಳಿಸೋಣ. ಕೊಟ್ಟೂರು ಮಠದಲ್ಲಿ ನಡೆಯುವ ಕಾರ್ಯಕ್ರಮವನ್ನು ದಿನಾಂಕ ನಿಗದಿಪಡಿಸಿ ಸಮುದಾಯದ ಸಹಭಾಗಿತದಲ್ಲಿ [19, 2004, 256, 2309]
byline [23, 1972, 113, 1991]
byline [1149, 1534, 1477, 1554]
photo-yellow-folder [122, 1087, 193, 1120]
registration-dot-cyan [966, 2432, 983, 2458]
registration-dot-black [90, 2432, 107, 2458]
column-divider [442, 745, 444, 1453]
kittur-col-2: ಆಚರಣೆಗೆ ಸಿದ್ಧತೆ ನಡೆಸಲಾಗುವುದು ಎಂದರು. ವೀರಶೈವ ಸಮಾಜದ ಮುಖಂಡರಾದ ಗೊಗ್ಗ ಚನ್ನಬಸವರಾಜ ಮಾತನಾಡಿ, ಜಯಂತಿಯನ್ನು ಪ್ರತಿ ವರ್ಷ ನಗರದ ಕೊಟ್ಟೂರು ಸ್ವಾಮಿ ಸಂಸ್ಥಾನ ಮಠದ ಕಿತ್ತೂರು ರಾಣಿ ಚೆನ್ನಮ್ಮ ಶಾಲೆಯಲ್ಲಿ ಆಚರಿಸಲಾಗುತ್ತದೆ. ಕಾರ್ಯಕ್ರಮದಲ್ಲಿ ಜಗದ್ಗುರು ಕೊಟ್ಟೂರು ಸ್ವಾಮೀಜಿ ಸಾನ್ನಿಧ್ಯದಲ್ಲಿ ಮಹಿಸಲಿದ್ದಾರೆ. ಜಯಂತಿಯ ಆಹ್ವಾನ ಪತ್ರಿಕೆಯಲ್ಲಿ ಸ್ವಾಮೀಜಿಗಳ ಹೆಸರು ನಮೂದಿಸಬೇಕು. ಹಾಗೂ ದೀಪಾವಳಿ ಹಬ್ಬದ ಸಮಯಕ್ಕೆ ಜಯಂತಿ ಆಚರಣೆ ಬಂದಿರುವ ಹಿನ್ನಲೆಯಲ್ಲಿ ಜಯಂತಿಗೆ ಎಲ್ಲಾ ಜನರು ಭಾಗವಹಿಸಲು ತೊಂದರೆ ಆಗಲಿದೆ. ಹಾಗಾಗೀ ಹಬ್ಬದ ಬಳಿಕ ದಿನಾಂಕ ನಿಗದಿಪಡಿಸಿ ಅಂದು ಜಿಲ್ಲಾಡಳಿತ ಮತ್ತು ಸಮುದಾಯ ಸಹಭಾಗಿತ್ವದಲ್ಲಿ ಆಚರಿಸಲು ಅನುಮತಿಸುವ ಮನವಿ ಮಾಡಿದರು. [264, 2099, 510, 2315]
temple-col-left: ಕೊಪ್ಪಳ: ಜಿಲ್ಲೆಯ ಕುಕನೂರು ತಾಲೂಕಿನ ಮಂಗಳೂರು ಗ್ರಾಮದಲ್ಲಿ ಪಂಡಿತ ಪುಟ್ಟರಾಜ ಗವಾಯಿಗಳ ದೇವಸ್ಥಾನ ಅಡಿಗಲ್ಲು ಕಾರ್ಯಕ್ರಮದ ದಿವ್ಯ ಸಾನಿಧ್ಯ ಸಿದರಿಗೆ ಶಿವಾಚಾರ್ಯ ಮಹಾ ಸ್ವಾಮಿಗಳು ಅರಳಲೇ ಹಿರೇಮಠ ಮಂಗಳೂರು ಕಾರ್ಯಕ್ರಮದ ದಿವ್ಯ ಸಾನಿಧ್ಯ ವಹಿಸಿದ್ದರು. ಕಾರ್ಯಕ್ರಮದ ಅಧ್ಯಕ್ಷತೆಯನ್ನು ಶಿವಶರಣೆ ನಂದೀಶ್ವರ ಅಮ್ಮನವರು ನೆರವೇರಿಸಿ ಆಶೀರ್ವಚನ ನೀಡಿದರು. ವೀರೇಶ್ವರ ಪುಣ್ಯಾಶ್ರಮದ ಪೀಠಾಧಿಪತಿ ಡಾ. ಕಲ್ಲಯ್ಯಜ್ಜನವರು ಮಾತನಾಡಿ ಸುಮಾರು 65 ವರ್ಷಗಳ ಹಿಂದೆ ಲಿಂಗೈಕ್ಯ ಪಂಚಾಕ್ಷರಿ ಗವಾಯಿಗಳು ಈ ಗ್ರಾಮಕ್ಕೆ ಭೇಟಿ ನೀಡಿದ ದಿನಗಳನ್ನು ಸ್ಮರಿಸಿದರು. ಮುಂದಿನ ದಿನಗಳಲ್ಲಿ ಈ ದೇವಸ್ಥಾನದ ನಿರ್ಮಾಣ ಕಾರ್ಯಕ್ಕೆ ಗ್ರಾಮದ ಭಕ್ತರೆಲ್ಲರೂ ಕೈಜೋಡಿಸಬೇಕು ಎಂದು ಈ ಸಂದರ್ಭದಲ್ಲಿ ಕರೆ ನೀಡಿದರು. ನೂತನ ದೇವಸ್ಥಾನ ನಿರ್ಮಾಣಕ್ಕಾಗಿ ನಿಮ್ಮ ಗ್ರಾಮದಲ್ಲಿ ಎಲ್ಲರೂ ಕೈಲಾದ ದೇಣಿಗೆ ನೀಡಿ ಸಹಕರಿಸೋಣ ಎಂದು ಹೇಳಿದರು. ಬಗನಾಳ ರಾಯಚೂರು ಡಿಸಿಸಿ ಬ್ಯಾಂಕ್ ನಿರ್ದೇಶಕರು ಮಾತನಾಡಿ ಮಂಗಳೂರು ಗ್ರಾಮದಲ್ಲಿ ದೇವಸ್ಥಾನದ ಕಾರ್ಯ ಶೀಘ್ರ ಪೂರ್ಣಗೊಳ್ಳಲಿ ಎಂದು ಹಾರೈಸಿದರು. [19, 263, 322, 522]
obituary-col-2: ಅ.14, ಮಂಗಳವಾರದಂದು 1 ಗಂಟೆಗೆ ಯಲಬುರ್ಗಾ ಪಟ್ಟಣದಲ್ಲಿ ಮೃತರ ಅಂತ್ಯಸಂಸ್ಕಾರ ನಡೆಯಲಿದೆ ಎಂದು ಕುಟುಂಬದ ಮೂಲಗಳು ತಿಳಿಸಿವೆ. [961, 2168, 1115, 2235]
page-number [1425, 1, 1492, 75]
